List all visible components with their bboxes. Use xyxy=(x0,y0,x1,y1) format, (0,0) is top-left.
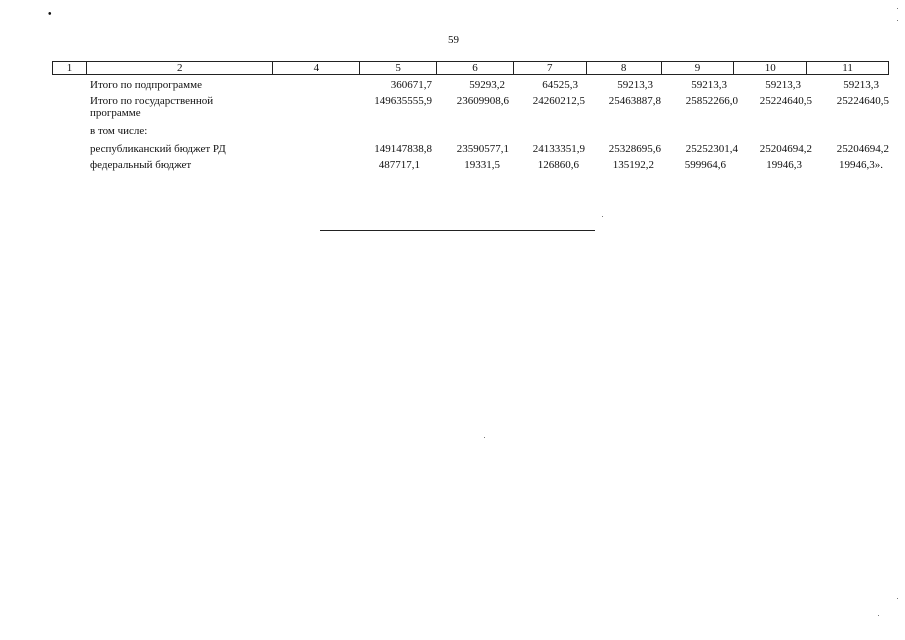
row-label: Итого по государственной программе xyxy=(90,95,214,119)
scan-speck xyxy=(897,20,898,21)
row-label: республиканский бюджет РД xyxy=(90,143,226,155)
table-row xyxy=(52,95,889,119)
cell-col-8: 59213,3 xyxy=(617,79,653,91)
cell-col-8: 25328695,6 xyxy=(608,143,661,155)
cell-col-5: 149147838,8 xyxy=(374,143,432,155)
page-number: 59 xyxy=(448,34,459,46)
header-col-8: 8 xyxy=(587,62,662,74)
header-col-5: 5 xyxy=(360,62,437,74)
cell-col-11: 59213,3 xyxy=(843,79,879,91)
cell-col-9: 25252301,4 xyxy=(685,143,738,155)
header-col-4: 4 xyxy=(273,62,360,74)
cell-col-7: 24133351,9 xyxy=(532,143,585,155)
cell-col-6: 23590577,1 xyxy=(456,143,509,155)
table-header-row xyxy=(52,61,889,75)
table-row xyxy=(52,125,889,137)
cell-col-10: 59213,3 xyxy=(765,79,801,91)
row-label: федеральный бюджет xyxy=(90,159,192,171)
header-col-10: 10 xyxy=(734,62,807,74)
cell-col-7: 126860,6 xyxy=(537,159,579,171)
cell-col-9: 59213,3 xyxy=(691,79,727,91)
table-row xyxy=(52,159,889,171)
cell-col-11: 25204694,2 xyxy=(836,143,889,155)
cell-col-8: 25463887,8 xyxy=(608,95,661,107)
cell-col-8: 135192,2 xyxy=(612,159,654,171)
separator-line xyxy=(320,230,595,231)
corner-mark: • xyxy=(48,9,52,20)
scan-speck xyxy=(602,216,603,217)
cell-col-6: 23609908,6 xyxy=(456,95,509,107)
header-col-9: 9 xyxy=(662,62,735,74)
cell-col-5: 487717,1 xyxy=(378,159,420,171)
cell-col-10: 25204694,2 xyxy=(759,143,812,155)
cell-col-10: 25224640,5 xyxy=(759,95,812,107)
cell-col-5: 360671,7 xyxy=(390,79,432,91)
header-col-6: 6 xyxy=(437,62,514,74)
cell-col-9: 599964,6 xyxy=(684,159,726,171)
cell-col-6: 19331,5 xyxy=(464,159,500,171)
scan-speck xyxy=(484,437,485,438)
header-col-11: 11 xyxy=(842,62,853,74)
table-row xyxy=(52,79,889,91)
header-col-2: 2 xyxy=(87,62,274,74)
row-label: Итого по подпрограмме xyxy=(90,79,202,91)
scan-speck xyxy=(897,8,898,9)
cell-col-7: 24260212,5 xyxy=(532,95,585,107)
cell-col-11: 25224640,5 xyxy=(836,95,889,107)
table-row xyxy=(52,143,889,155)
row-label: в том числе: xyxy=(90,125,148,137)
cell-col-6: 59293,2 xyxy=(469,79,505,91)
cell-col-5: 149635555,9 xyxy=(374,95,432,107)
cell-col-11: 19946,3». xyxy=(839,159,883,171)
header-col-1: 1 xyxy=(53,62,87,74)
cell-col-10: 19946,3 xyxy=(766,159,802,171)
scan-speck xyxy=(897,598,898,599)
scan-speck xyxy=(878,615,879,616)
header-col-7: 7 xyxy=(514,62,587,74)
cell-col-9: 25852266,0 xyxy=(685,95,738,107)
cell-col-7: 64525,3 xyxy=(542,79,578,91)
